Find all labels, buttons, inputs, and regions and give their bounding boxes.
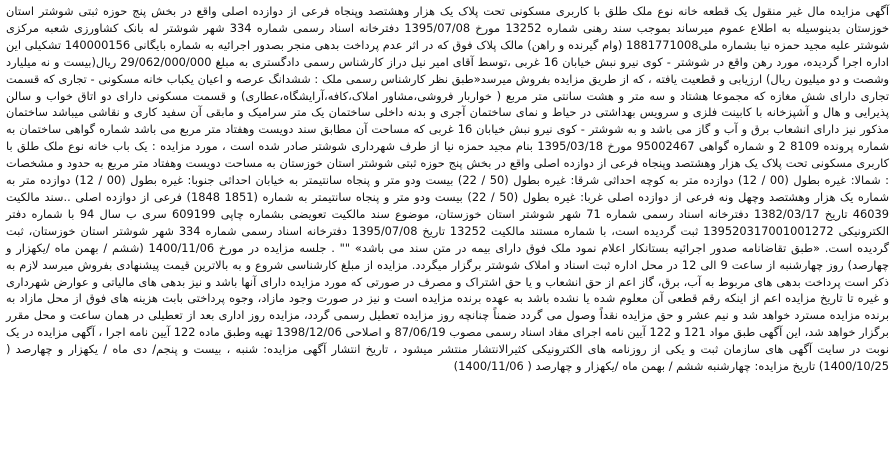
auction-notice-text: آگهی مزایده مال غیر منقول یک قطعه خانه نوع ملک طلق با کاربری مسکونی تحت پلاک یک هزار وهشتصد وپنجاه فرعی از دوازده اصلی واقع در بخش پنج حوزه ثبتی شوشتر استان خوزستان بدینوسیله به اطلاع عموم میرساند بموجب سند رهنی شماره 13252 مورخ 1395/07/08 دفترخانه اسناد رسمی شماره 334 شهر شوشتر له بانک کشاورزی شعبه مرکزی شوشتر علیه مجید حمزه نیا بشماره ملی1881771008 (وام گیرنده و راهن) مالک پلاک فوق که در اثر عدم پرداخت بدهی منجر بصدور اجرائیه به شماره بایگانی 140000156 تشکیلی این اداره اجرا گردیده، مورد رهن واقع در شوشتر - کوی نیرو نبش خیابان 16 غربی ،توسط آقای امیر نیل دراز کارشناس رسمی دادگستری به مبلغ 29/062/000/000 ریال(بیست و نه میلیارد وشصت و دو میلیون ریال) ارزیابی و قطعیت یافته ، که از طریق مزایده بفروش میرسد«طبق نظر کارشناس رسمی ملک : ششدانگ عرصه و اعیان یکباب خانه مسکونی - تجاری که قسمت تجاری دارای شش مغازه که مجموعا هشتاد و سه متر و هشت سانتی متر مربع ( خواربار فروشی،مشاور املاک،کافه،آرایشگاه،عطاری) و قسمت مسکونی دارای دو اتاق خواب و سالن پذیرایی و هال و آشپزخانه با کابینت فلزی و سرویس بهداشتی در حیاط و نمای ساختمان آجری و بدنه داخلی ساختمان یک متر سرامیک و مابقی آن سفید کاری و نقاشی میباشد ساختمان مذکور نیز دارای انشعاب برق و آب و گاز می باشد و به شوشتر - کوی نیرو نبش خیابان 16 غربی که مساحت آن مطابق سند دویست وهفتاد متر مربع می باشد شماره گواهی ساختمان به شماره پرونده 8109 2 و شماره گواهی 95002467 مورخ 1395/03/18 بنام مجید حمزه نیا از طرف شهرداری شوشتر صادر شده است ، مورد مزایده : یک باب خانه نوع ملک طلق با کاربری مسکونی تحت پلاک یک هزار وهشتصد وپنجاه فرعی از دوازده اصلی واقع در بخش پنج حوزه ثبتی شوشتر استان خوزستان به مساحت دویست وهفتاد متر مربع به حدود و مشخصات : شمالا: غیره بطول (00 / 12) دوازده متر به کوچه احداثی شرقا: غیره بطول (50 / 22) بیست ودو متر و پنجاه سانتیمتر به خیابان احداثی جنوبا: غیره بطول (00 / 12) دوازده متر به شماره یک هزار وهشتصد وچهل ونه فرعی از دوازده اصلی غربا: غیره بطول (50 / 22) بیست ودو متر و پنجاه سانتیمتر به شماره (1851 1848) فرعی از دوازده اصلی ..سند مالکیت 46039 تاریخ 1382/03/17 دفترخانه اسناد رسمی شماره 71 شهر شوشتر استان خوزستان، موضوع سند مالکیت تعویضی بشماره چاپی 609199 سری ب سال 94 با شماره دفتر الکترونیکی 139520317001001272 ثبت گردیده است، با شماره مستند مالکیت 13252 تاریخ 1395/07/08 دفترخانه اسناد رسمی شماره 334 شهر شوشتر استان خوزستان، ثبت گردیده است. «طبق تقاضانامه صدور اجرائیه بستانکار اعلام نمود ملک فوق دارای بیمه در متن سند می باشد» "" . جلسه مزایده در مورخ 1400/11/06 (ششم / بهمن ماه /یکهزار و چهارصد) روز چهارشنبه از ساعت 9 الی 12 در محل اداره ثبت اسناد و املاک شوشتر برگزار میگردد. مزایده از مبلغ کارشناسی شروع و به بالاترین قیمت پیشنهادی بفروش میرسد لازم به ذکر است پرداخت بدهی های مربوط به آب، برق، گاز اعم از حق انشعاب و یا حق اشتراک و مصرف در صورتی که مورد مزایده دارای آنها باشد و نیز بدهی های مالیاتی و عوارض شهرداری و غیره تا تاریخ مزایده اعم از اینکه رقم قطعی آن معلوم شده یا نشده باشد به عهده برنده مزایده است و نیز در صورت وجود مازاد، وجوه پرداختی بابت هزینه های فوق از محل مازاد به برنده مزایده مسترد خواهد شد و نیم عشر و حق مزایده نقداً وصول می گردد ضمناً چنانچه روز مزایده تعطیل رسمی گردد، مزایده روز اداری بعد از تعطیلی در همان ساعت و محل مقرر برگزار خواهد شد، این آگهی طبق مواد 121 و 122 آیین نامه اجرای مفاد اسناد رسمی مصوب 87/06/19 و اصلاحی 1398/12/06 تهیه وطبق ماده 122 آیین نامه اجرا ، آگهی مزایده در یک نوبت در سایت آگهی های سازمان ثبت و یکی از روزنامه های الکترونیکی کثیرالانتشار منتشر میشود ، تاریخ انتشار آگهی مزایده: شنبه ، بیست و پنجم/ دی ماه / یکهزار و چهارصد ( 1400/10/25) تاریخ مزایده: چهارشنبه ششم / بهمن ماه /یکهزار و چهارصد ( 1400/11/06): [6, 4, 890, 374]
